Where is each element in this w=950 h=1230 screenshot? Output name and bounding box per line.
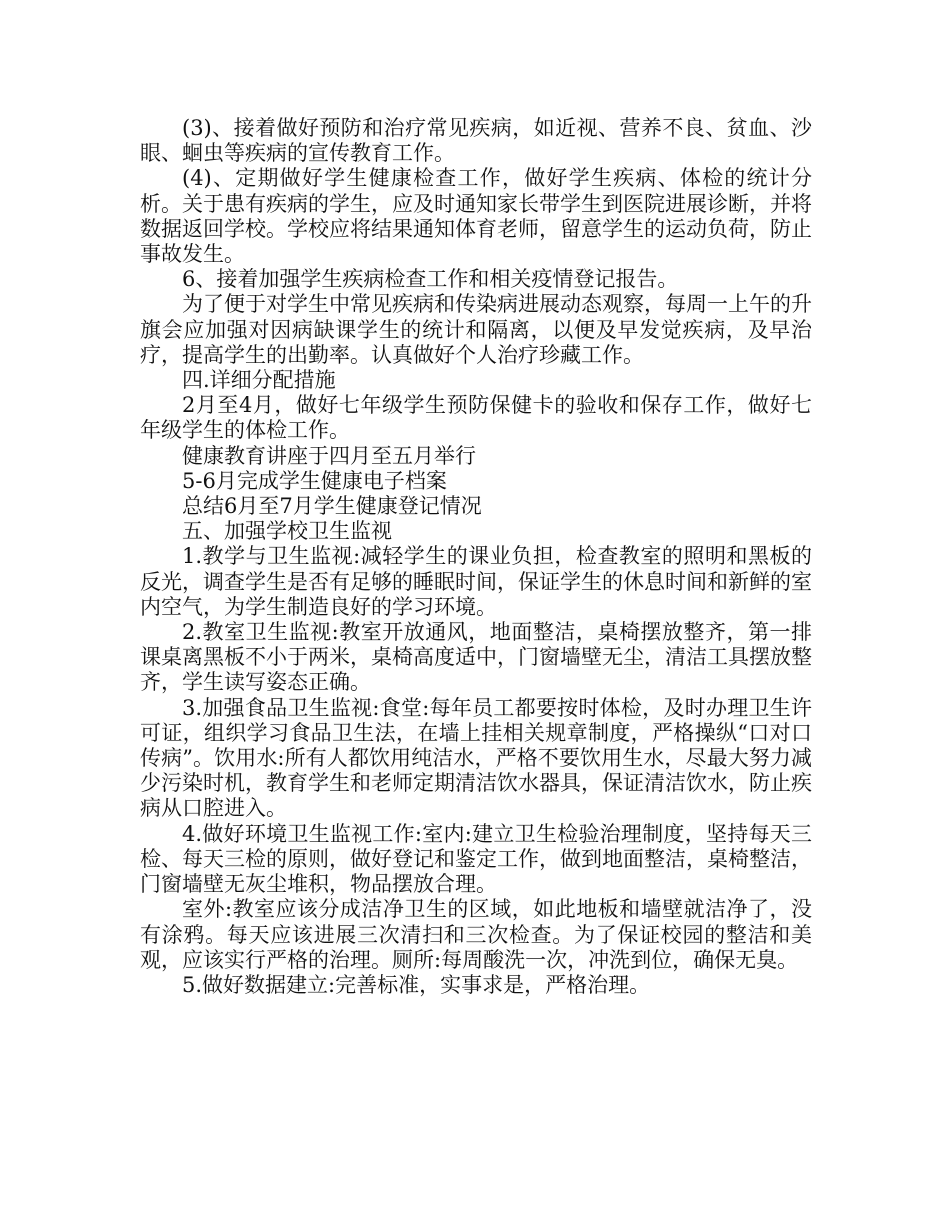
- paragraph-disease-prevention: (3)、接着做好预防和治疗常见疾病，如近视、营养不良、贫血、沙眼、蛔虫等疾病的宣传教育工作。: [140, 116, 812, 166]
- paragraph-health-archive: 5-6月完成学生健康电子档案: [182, 468, 447, 493]
- paragraph-environment-indoor: 4.做好环境卫生监视工作:室内:建立卫生检验治理制度，坚持每天三检、每天三检的原则，做好登记和鉴定工作，做到地面整洁，桌椅整洁，门窗墙壁无灰尘堆积，物品摆放合理。: [140, 821, 812, 897]
- paragraph-epidemic-report: 6、接着加强学生疾病检查工作和相关疫情登记报告。: [182, 267, 679, 292]
- paragraph-food-supervision: 3.加强食品卫生监视:食堂:每年员工都要按时体检，及时办理卫生许可证，组织学习食品卫生法，在墙上挂相关规章制度，严格操纵“口对口传病”。饮用水:所有人都饮用纯洁水，严格不要饮用生水，尽最大努力减少污染时机，教育学生和老师定期清洁饮水器具，保证清洁饮水，防止疾病从口腔进入。: [140, 695, 812, 821]
- paragraph-teaching-supervision: 1.教学与卫生监视:减轻学生的课业负担，检查教室的照明和黑板的反光，调查学生是否有足够的睡眠时间，保证学生的休息时间和新鲜的室内空气，为学生制造良好的学习环境。: [140, 544, 812, 619]
- paragraph-feb-apr: 2月至4月，做好七年级学生预防保健卡的验收和保存工作，做好七年级学生的体检工作。: [140, 393, 812, 443]
- paragraph-data-establishment: 5.做好数据建立:完善标准，实事求是，严格治理。: [182, 972, 651, 997]
- document-body: [140, 116, 812, 998]
- paragraph-summary: 总结6月至7月学生健康登记情况: [182, 494, 482, 519]
- paragraph-classroom-supervision: 2.教室卫生监视:教室开放通风，地面整洁，桌椅摆放整齐，第一排课桌离黑板不小于两米，桌椅高度适中，门窗墙壁无尘，清洁工具摆放整齐，学生读写姿态正确。: [140, 620, 812, 695]
- paragraph-dynamic-observation: 为了便于对学生中常见疾病和传染病进展动态观察，每周一上午的升旗会应加强对因病缺课学生的统计和隔离，以便及早发觉疾病，及早治疗，提高学生的出勤率。认真做好个人治疗珍藏工作。: [140, 292, 812, 367]
- section-heading-measures: 四.详细分配措施: [182, 368, 336, 393]
- paragraph-lectures: 健康教育讲座于四月至五月举行: [182, 443, 476, 468]
- paragraph-health-checkup: (4)、定期做好学生健康检查工作，做好学生疾病、体检的统计分析。关于患有疾病的学生，应及时通知家长带学生到医院进展诊断，并将数据返回学校。学校应将结果通知体育老师，留意学生的运动负荷，防止事故发生。: [140, 166, 812, 267]
- section-heading-supervision: 五、加强学校卫生监视: [182, 519, 392, 544]
- paragraph-environment-outdoor: 室外:教室应该分成洁净卫生的区域，如此地板和墙壁就洁净了，没有涂鸦。每天应该进展三次清扫和三次检查。为了保证校园的整洁和美观，应该实行严格的治理。厕所:每周酸洗一次，冲洗到位，确保无臭。: [140, 897, 812, 972]
